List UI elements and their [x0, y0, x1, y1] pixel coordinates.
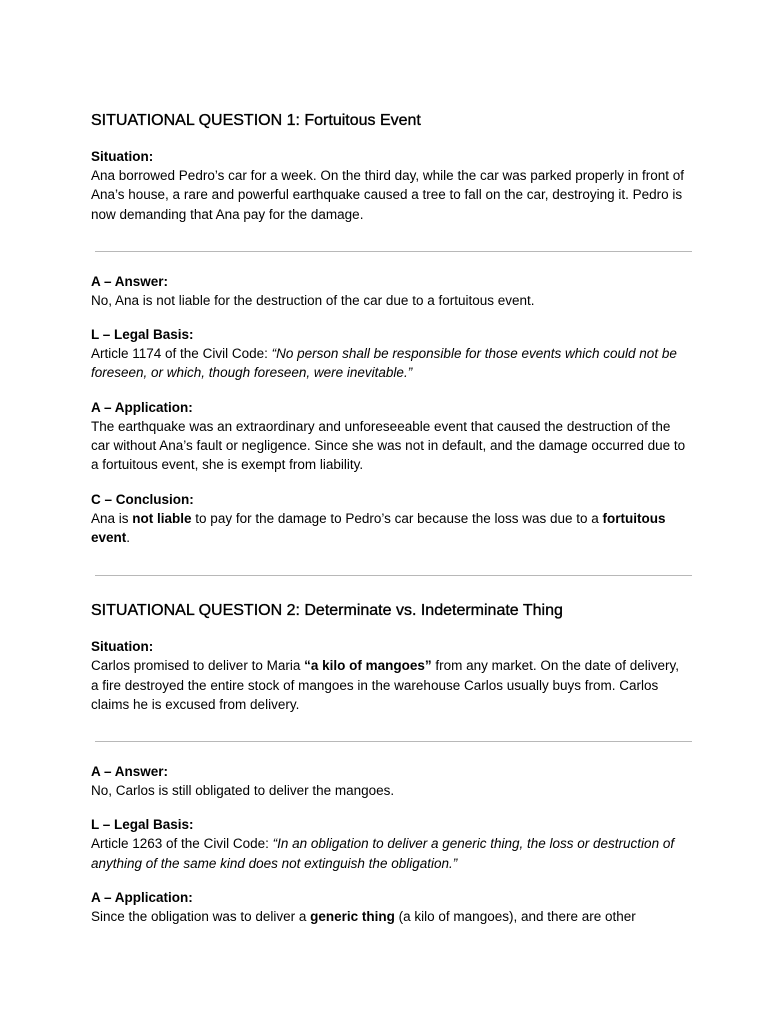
conclusion-text-part: Ana is	[91, 510, 133, 526]
question-1-application	[91, 398, 686, 475]
application-text-part: (a kilo of mangoes), and there are other	[394, 909, 636, 925]
answer-text: No, Ana is not liable for the destruction of the car due to a fortuitous event.	[91, 292, 535, 308]
question-1-conclusion	[91, 490, 686, 548]
situation-text: Ana borrowed Pedro’s car for a week. On the third day, while the car was parked properly in front of Ana’s house, a rare and powerful earthquake caused a tree to fall on the car, destroying it. Pedro is now demanding that Ana pay for the damage.	[91, 168, 685, 222]
legal-basis-text	[91, 834, 686, 873]
application-text-part: Since the obligation was to deliver a	[91, 909, 311, 925]
legal-basis-article: Article 1174 of the Civil Code:	[91, 346, 272, 362]
application-text: The earthquake was an extraordinary and unforeseeable event that caused the destruction of the car without Ana’s fault or negligence. Since she was not in default, and the damage occurred due to a fortuitous event, she is exempt from liability.	[91, 418, 686, 473]
conclusion-text-part: to pay for the damage to Pedro’s car because the loss was due to a	[191, 510, 603, 526]
legal-basis-quote: “No person shall be responsible for those events which could not be foreseen, or which, though foreseen, were inevitable.”	[91, 346, 677, 381]
legal-basis-quote: “In an obligation to deliver a generic thing, the loss or destruction of anything of the same kind does not extinguish the obligation.”	[91, 836, 675, 871]
section-divider	[95, 741, 692, 742]
situation-text	[91, 656, 686, 714]
document-page	[91, 110, 686, 926]
conclusion-emphasis: not liable	[132, 510, 192, 526]
application-label: A – Application:	[91, 399, 193, 415]
situation-text-part: from any market. On the date of delivery, a fire destroyed the entire stock of mangoes in the warehouse Carlos usually buys from. Carlos claims he is excused from delivery.	[91, 658, 679, 712]
legal-basis-text	[91, 344, 686, 383]
application-emphasis: generic thing	[310, 909, 395, 925]
application-text	[91, 907, 686, 926]
question-2-answer	[91, 762, 686, 800]
conclusion-text-part: .	[126, 529, 131, 545]
answer-label: A – Answer:	[91, 764, 169, 780]
application-label: A – Application:	[91, 890, 193, 906]
conclusion-text	[91, 509, 686, 548]
answer-label: A – Answer:	[91, 273, 169, 289]
situation-label: Situation:	[91, 639, 154, 655]
question-1-legal-basis	[91, 325, 686, 383]
question-2-legal-basis	[91, 815, 686, 873]
conclusion-label: C – Conclusion:	[91, 491, 194, 507]
question-1-answer	[91, 272, 686, 310]
section-divider	[95, 251, 692, 252]
question-2-application	[91, 888, 686, 926]
legal-basis-label: L – Legal Basis:	[91, 327, 194, 343]
question-2-situation	[91, 637, 686, 714]
legal-basis-label: L – Legal Basis:	[91, 817, 194, 833]
section-divider	[95, 575, 692, 576]
situation-emphasis: “a kilo of mangoes”	[304, 658, 432, 674]
question-1-situation	[91, 147, 686, 224]
question-2-title: SITUATIONAL QUESTION 2: Determinate vs. Indeterminate Thing	[91, 602, 563, 620]
question-1-title: SITUATIONAL QUESTION 1: Fortuitous Event	[91, 112, 421, 129]
question-1	[91, 110, 686, 547]
situation-label: Situation:	[91, 149, 154, 164]
answer-text: No, Carlos is still obligated to deliver the mangoes.	[91, 783, 395, 799]
question-2	[91, 600, 686, 926]
situation-text-part: Carlos promised to deliver to Maria	[91, 658, 305, 674]
conclusion-emphasis: fortuitous event	[91, 510, 666, 545]
legal-basis-article: Article 1263 of the Civil Code:	[91, 836, 273, 852]
